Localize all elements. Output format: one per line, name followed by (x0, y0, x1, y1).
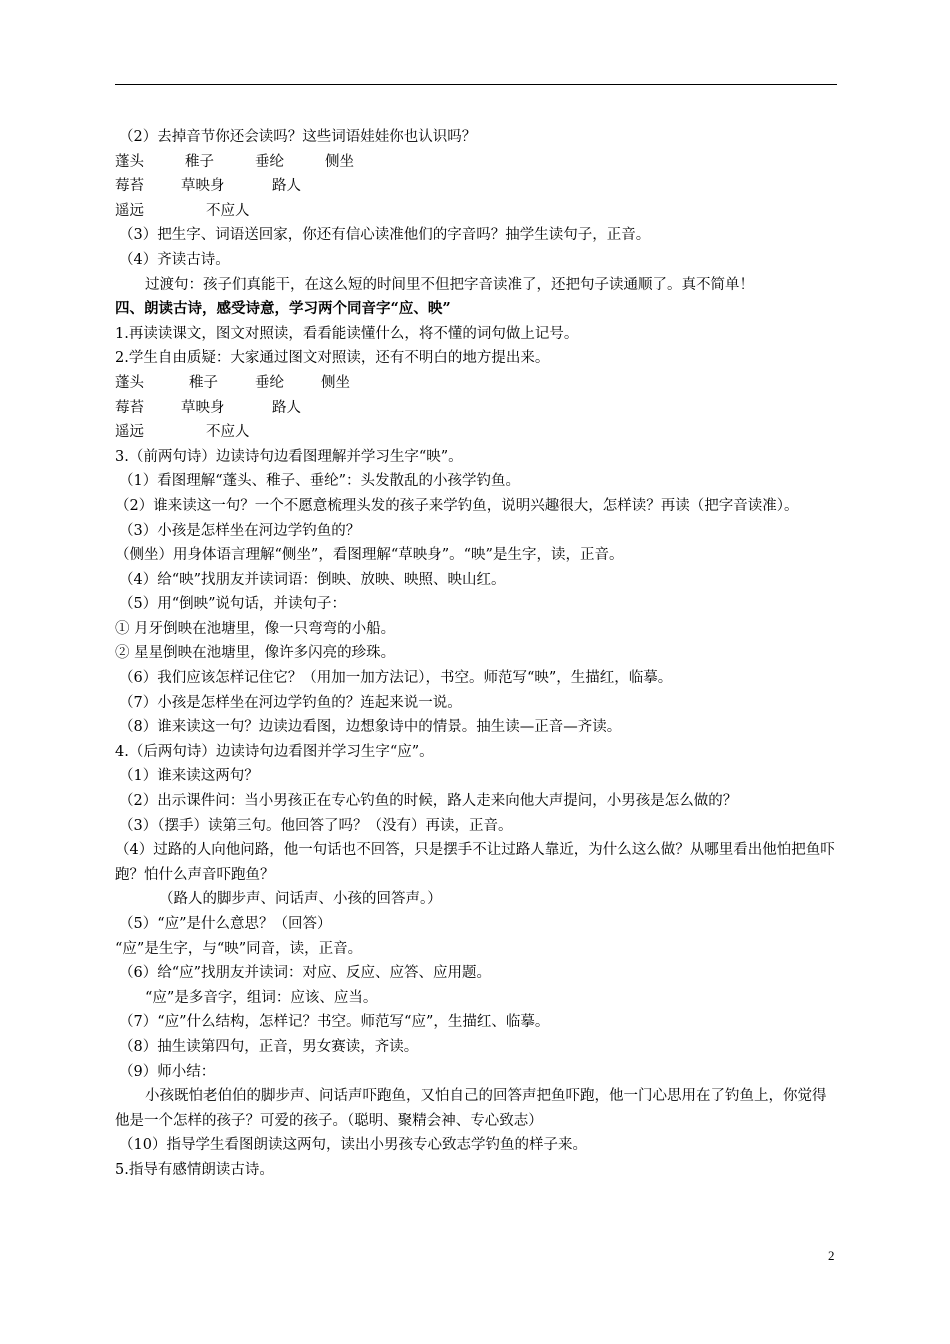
text-line: （7）“应”什么结构，怎样记？书空。师范写“应”，生描红、临摹。 (119, 1014, 550, 1031)
text-line: （2）出示课件问：当小男孩正在专心钓鱼的时候，路人走来向他大声提问，小男孩是怎么做的？ (119, 793, 738, 810)
word-row (115, 396, 840, 421)
text-line: （侧坐）用身体语言理解“侧坐”，看图理解“草映身”。“映”是生字，读，正音。 (115, 547, 624, 564)
text-line: （3）（摆手）读第三句。他回答了吗？（没有）再读，正音。 (119, 817, 513, 834)
word-row (115, 150, 840, 175)
word: 侧坐 (325, 153, 354, 170)
text-line: （7）小孩是怎样坐在河边学钓鱼的？连起来说一说。 (119, 694, 462, 711)
text-line: “应”是生字，与“映”同音，读，正音。 (115, 940, 363, 957)
text-line: （6）给“应”找朋友并读词：对应、反应、应答、应用题。 (119, 965, 492, 982)
word-row (115, 371, 840, 396)
text-line: “应”是多音字，组词：应该、应当。 (145, 989, 378, 1006)
word: 蓬头 (115, 153, 144, 170)
page-number: 2 (828, 1248, 835, 1263)
text-line: （2）去掉音节你还会读吗？这些词语娃娃你也认识吗？ (119, 129, 477, 145)
text-paragraph: 小孩既怕老伯伯的脚步声、问话声吓跑鱼，又怕自己的回答声把鱼吓跑，他一门心思用在了钓鱼上，你觉得他是一个怎样的孩子？可爱的孩子。（聪明、聚精会神、专心致志） (115, 1088, 827, 1129)
text-line: 3.（前两句诗）边读诗句边看图理解并学习生字“映”。 (115, 448, 463, 465)
text-line: （9）师小结： (119, 1063, 216, 1080)
text-line: （5）用“倒映”说句话，并读句子： (119, 596, 347, 613)
text-line: 5.指导有感情朗读古诗。 (115, 1161, 274, 1178)
section-heading: 四、朗读古诗，感受诗意，学习两个同音字“应、映” (115, 300, 451, 318)
page-content (115, 125, 840, 1183)
text-line: （10）指导学生看图朗读这两句，读出小男孩专心致志学钓鱼的样子来。 (119, 1137, 587, 1154)
text-line: ② 星星倒映在池塘里，像许多闪亮的珍珠。 (115, 645, 396, 662)
word-row (115, 199, 840, 224)
word: 莓苔 (115, 399, 144, 416)
text-paragraph: （4）过路的人向他问路，他一句话也不回答，只是摆手不让过路人靠近，为什么这么做？从哪里看出他怕把鱼吓跑？怕什么声音吓跑鱼？ (115, 842, 835, 883)
text-line: （6）我们应该怎样记住它？（用加一加方法记），书空。师范写“映”，生描红，临摹。 (119, 670, 673, 687)
text-line: 2.学生自由质疑：大家通过图文对照读，还有不明白的地方提出来。 (115, 350, 550, 367)
text-line: （3）把生字、词语送回家，你还有信心读准他们的字音吗？抽学生读句子，正音。 (119, 227, 651, 244)
word-row (115, 420, 840, 445)
text-line: （8）抽生读第四句，正音，男女赛读，齐读。 (119, 1038, 419, 1055)
word: 稚子 (189, 374, 218, 391)
word: 垂纶 (255, 374, 284, 391)
text-line: 4.（后两句诗）边读诗句边看图并学习生字“应”。 (115, 743, 434, 760)
transition-line: 过渡句：孩子们真能干，在这么短的时间里不但把字音读准了，还把句子读通顺了。真不简单！ (145, 276, 754, 293)
text-line: （8）谁来读这一句？边读边看图，边想象诗中的情景。抽生读—正音—齐读。 (119, 719, 622, 736)
header-rule (115, 84, 837, 85)
word: 路人 (272, 178, 301, 195)
word: 不应人 (206, 202, 250, 219)
text-paragraph: （2）谁来读这一句？一个不愿意梳理头发的孩子来学钓鱼，说明兴趣很大，怎样读？再读（把字音读准）。 (115, 497, 799, 514)
word: 蓬头 (115, 374, 144, 391)
text-line: （3）小孩是怎样坐在河边学钓鱼的？ (119, 522, 361, 539)
word: 路人 (272, 399, 301, 416)
word: 遥远 (115, 424, 144, 441)
text-line: （5）“应”是什么意思？（回答） (119, 916, 332, 932)
text-line: ① 月牙倒映在池塘里，像一只弯弯的小船。 (115, 620, 396, 637)
word: 草映身 (181, 399, 225, 416)
text-line: 1.再读读课文，图文对照读，看看能读懂什么，将不懂的词句做上记号。 (115, 325, 579, 342)
word-row (115, 174, 840, 199)
word: 垂纶 (255, 153, 284, 170)
word: 莓苔 (115, 178, 144, 195)
word: 不应人 (206, 424, 250, 441)
text-line: （4）给“映”找朋友并读词语：倒映、放映、映照、映山红。 (119, 571, 506, 588)
word: 草映身 (181, 178, 225, 195)
word: 稚子 (185, 153, 214, 170)
word: 遥远 (115, 202, 144, 219)
text-line: （4）齐读古诗。 (119, 251, 230, 268)
text-line: （1）谁来读这两句？ (119, 768, 259, 785)
text-line: （路人的脚步声、问话声、小孩的回答声。） (159, 891, 442, 908)
text-line: （1）看图理解“蓬头、稚子、垂纶”：头发散乱的小孩学钓鱼。 (119, 473, 521, 490)
word: 侧坐 (321, 374, 350, 391)
